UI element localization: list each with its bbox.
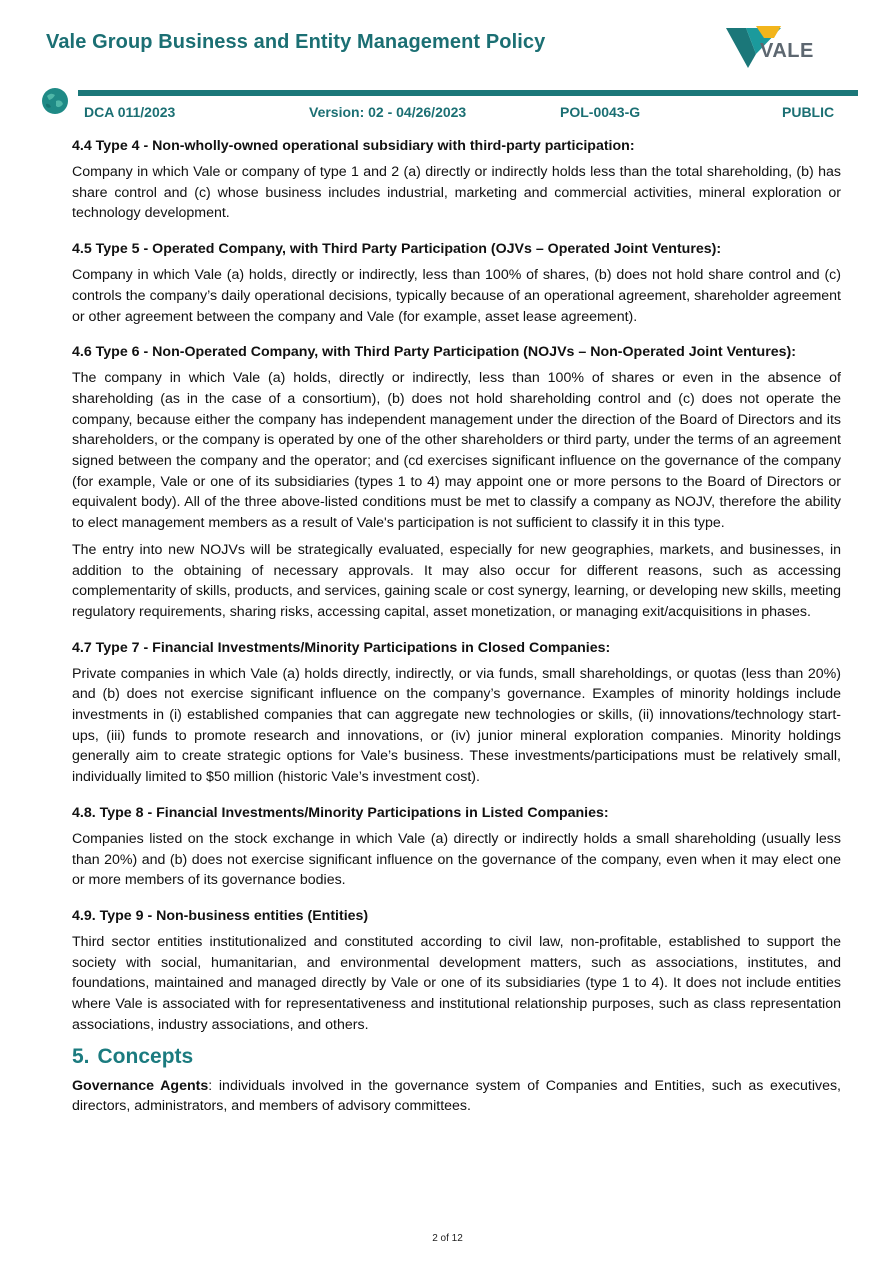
section-heading: 4.8. Type 8 - Financial Investments/Minority Participations in Listed Companies:	[72, 804, 609, 821]
section-type-7	[72, 638, 841, 788]
concepts-number: 5.	[72, 1044, 90, 1068]
section-heading: 4.7 Type 7 - Financial Investments/Minority Participations in Closed Companies:	[72, 639, 611, 656]
concept-term: Governance Agents	[72, 1077, 209, 1094]
section-type-5	[72, 239, 841, 327]
doc-version: Version: 02 - 04/26/2023	[309, 104, 467, 120]
concept-definition	[72, 1076, 841, 1117]
page-number: 2 of 12	[432, 1233, 463, 1244]
section-heading: 4.4 Type 4 - Non-wholly-owned operational subsidiary with third-party participation:	[72, 138, 635, 154]
concepts-heading	[72, 1042, 841, 1072]
paragraph: Private companies in which Vale (a) holds directly, indirectly, or via funds, small shareholdings, or quotas (less than 20%) and (b) does not exercise significant influence on the company’s governance. Examples of minority holdings include investments in (i) established companies that can aggregate new technologies or skills, (ii) innovations/technology start-ups, (iii) funds to promote research and innovations, or (iv) junior mineral exploration companies. Minority holdings generally aim to create strategic options for Vale’s business. These investments/participations must be relatively small, individually limited to $50 million (historic Vale’s investment cost).	[72, 665, 841, 786]
globe-icon	[41, 87, 69, 115]
header-rule	[78, 90, 858, 96]
section-type-8	[72, 803, 841, 891]
document-title: Vale Group Business and Entity Management Policy	[46, 31, 546, 53]
policy-code: POL-0043-G	[560, 104, 641, 120]
section-type-6	[72, 342, 841, 622]
paragraph: Company in which Vale or company of type 1 and 2 (a) directly or indirectly holds less than the total shareholding, (b) has share control and (c) whose business includes industrial, marketing and commercial activities, mineral exploration or technology development.	[72, 164, 841, 222]
concept-text: : individuals involved in the governance system of Companies and Entities, such as executives, directors, administrators, and members of advisory committees.	[72, 1077, 841, 1115]
classification-badge: PUBLIC	[782, 104, 835, 120]
section-heading: 4.6 Type 6 - Non-Operated Company, with Third Party Participation (NOJVs – Non-Operated Joint Ventures):	[72, 344, 796, 361]
paragraph: Third sector entities institutionalized and constituted according to civil law, non-profitable, established to support the society with social, humanitarian, and environmental development matters, such as associations, institutes, and foundations, maintained and managed directly by Vale or one of its subsidiaries (type 1 to 4). It does not include entities where Vale is associated with for representativeness and institutional relationship purposes, such as class representation associations, industry associations, and others.	[72, 933, 841, 1033]
concepts-title: Concepts	[97, 1044, 194, 1068]
paragraph: Companies listed on the stock exchange in which Vale (a) directly or indirectly holds a small shareholding (usually less than 20%) and (b) does not exercise significant influence on the governance of the company, even when it may elect one or more members of its governance bodies.	[72, 830, 841, 889]
paragraph: Company in which Vale (a) holds, directly or indirectly, less than 100% of shares, (b) does not hold share control and (c) controls the company’s daily operational decisions, typically because of an operational agreement, shareholder agreement or other agreement between the company and Vale (for example, asset lease agreement).	[72, 267, 841, 325]
section-type-9	[72, 906, 841, 1036]
section-heading: 4.9. Type 9 - Non-business entities (Entities)	[72, 907, 369, 924]
doc-code: DCA 011/2023	[84, 104, 176, 120]
document-body	[72, 136, 841, 1123]
section-heading: 4.5 Type 5 - Operated Company, with Third Party Participation (OJVs – Operated Joint Ventures):	[72, 241, 722, 258]
vale-logo-text: VALE	[760, 40, 814, 62]
paragraph: The entry into new NOJVs will be strategically evaluated, especially for new geographies, markets, and businesses, in addition to the obtaining of necessary approvals. It may also occur for different reasons, such as accessing complementarity of skills, products, and services, gaining scale or cost synergy, learning, or developing new skills, meeting regulatory requirements, sharing risks, accessing capital, asset monetization, or managing exit/acquisitions in phases.	[72, 541, 841, 620]
section-type-4	[72, 136, 841, 224]
paragraph: The company in which Vale (a) holds, directly or indirectly, less than 100% of shares or even in the absence of shareholding (as in the case of a consortium), (b) does not hold shareholding control and (c) does not operate the company, because either the company has independent management under the direction of the Board of Directors and its shareholders, or the company is operated by one of the other shareholders or third party, under the terms of an agreement signed between the company and the operator; and (cd exercises significant influence on the governance of the company (for example, Vale or one of its subsidiaries (types 1 to 4) may appoint one or more persons to the Board of Directors or equivalent body). All of the three above-listed conditions must be met to classify a company as NOJV, therefore the ability to elect management members as a result of Vale's participation is not sufficient to classify it in this type.	[72, 370, 841, 532]
